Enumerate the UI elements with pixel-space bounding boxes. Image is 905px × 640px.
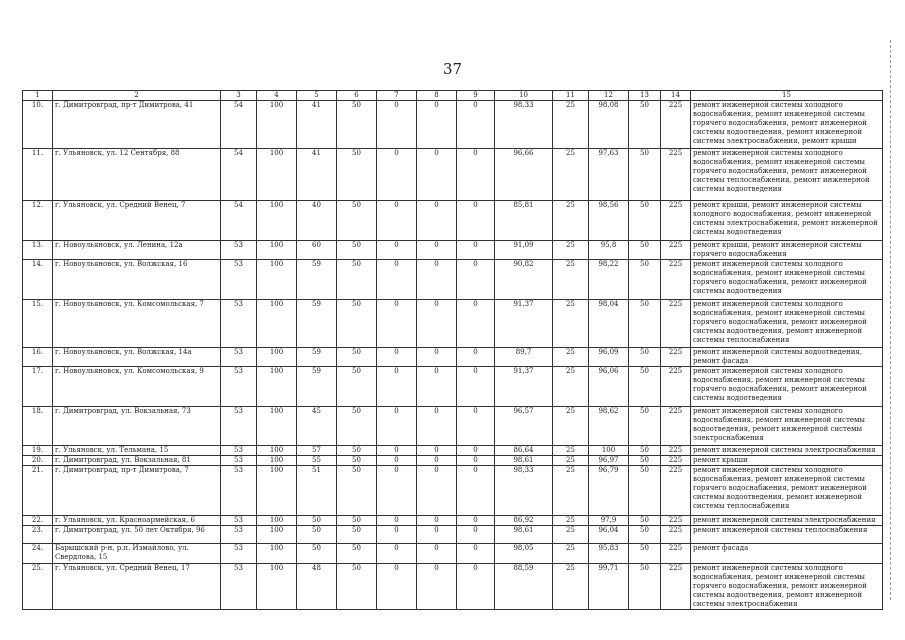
value-cell: 0 <box>377 260 417 300</box>
value-cell: 0 <box>377 516 417 526</box>
value-cell: 50 <box>337 367 377 407</box>
value-cell: 0 <box>457 241 495 260</box>
value-cell: 0 <box>377 241 417 260</box>
value-cell: 0 <box>377 367 417 407</box>
row-number-cell: 10. <box>23 101 53 149</box>
value-cell: 98,62 <box>589 407 629 446</box>
value-cell: 0 <box>417 407 457 446</box>
value-cell: 85,81 <box>495 201 553 241</box>
value-cell: 225 <box>661 544 691 564</box>
value-cell: 59 <box>297 348 337 367</box>
value-cell: 98,05 <box>495 544 553 564</box>
value-cell: 0 <box>377 149 417 201</box>
value-cell: 98,08 <box>589 101 629 149</box>
table-row <box>23 526 883 544</box>
value-cell: 100 <box>257 526 297 544</box>
value-cell: 100 <box>257 300 297 348</box>
value-cell: 225 <box>661 466 691 516</box>
value-cell: 59 <box>297 260 337 300</box>
value-cell: 97,9 <box>589 516 629 526</box>
row-number-cell: 18. <box>23 407 53 446</box>
value-cell: 225 <box>661 241 691 260</box>
row-number-cell: 21. <box>23 466 53 516</box>
value-cell: 100 <box>257 407 297 446</box>
value-cell: 53 <box>221 407 257 446</box>
data-table <box>22 90 883 610</box>
value-cell: 100 <box>257 544 297 564</box>
value-cell: 0 <box>417 544 457 564</box>
value-cell: 0 <box>377 201 417 241</box>
value-cell: 50 <box>629 201 661 241</box>
value-cell: 53 <box>221 456 257 466</box>
address-cell: г. Ульяновск, ул. Средний Венец, 17 <box>53 564 221 610</box>
address-cell: г. Новоульяновск, ул. Комсомольская, 9 <box>53 367 221 407</box>
value-cell: 50 <box>629 101 661 149</box>
table-row <box>23 101 883 149</box>
address-cell: г. Ульяновск, ул. Красноармейская, 6 <box>53 516 221 526</box>
value-cell: 53 <box>221 260 257 300</box>
row-number-cell: 16. <box>23 348 53 367</box>
value-cell: 100 <box>257 564 297 610</box>
works-cell: ремонт инженерной системы холодного водоснабжения, ремонт инженерной системы горячего водоснабжения, ремонт инженерной системы водоотведения, ремонт инженерной системы теплоснабжения <box>691 300 883 348</box>
row-number-cell: 14. <box>23 260 53 300</box>
value-cell: 50 <box>629 516 661 526</box>
value-cell: 91,37 <box>495 367 553 407</box>
value-cell: 50 <box>629 544 661 564</box>
value-cell: 0 <box>377 456 417 466</box>
value-cell: 50 <box>337 348 377 367</box>
address-cell: г. Ульяновск, ул. Средний Венец, 7 <box>53 201 221 241</box>
value-cell: 225 <box>661 101 691 149</box>
value-cell: 0 <box>417 260 457 300</box>
value-cell: 100 <box>257 101 297 149</box>
value-cell: 0 <box>417 456 457 466</box>
value-cell: 50 <box>337 456 377 466</box>
value-cell: 225 <box>661 564 691 610</box>
value-cell: 25 <box>553 300 589 348</box>
value-cell: 225 <box>661 407 691 446</box>
column-header: 9 <box>457 91 495 101</box>
value-cell: 0 <box>417 516 457 526</box>
value-cell: 25 <box>553 201 589 241</box>
column-header: 12 <box>589 91 629 101</box>
value-cell: 100 <box>589 446 629 456</box>
value-cell: 50 <box>297 544 337 564</box>
address-cell: г. Новоульяновск, ул. Ленина, 12а <box>53 241 221 260</box>
value-cell: 98,33 <box>495 466 553 516</box>
address-cell: г. Димитровград, ул. Вокзальная, 73 <box>53 407 221 446</box>
table-row <box>23 300 883 348</box>
value-cell: 50 <box>629 367 661 407</box>
value-cell: 0 <box>377 407 417 446</box>
value-cell: 53 <box>221 348 257 367</box>
value-cell: 41 <box>297 149 337 201</box>
value-cell: 0 <box>457 526 495 544</box>
value-cell: 0 <box>417 149 457 201</box>
value-cell: 0 <box>417 446 457 456</box>
value-cell: 53 <box>221 516 257 526</box>
table-row <box>23 241 883 260</box>
value-cell: 50 <box>337 149 377 201</box>
value-cell: 0 <box>377 564 417 610</box>
value-cell: 96,97 <box>589 456 629 466</box>
value-cell: 100 <box>257 260 297 300</box>
value-cell: 50 <box>337 201 377 241</box>
value-cell: 50 <box>337 101 377 149</box>
row-number-cell: 11. <box>23 149 53 201</box>
table-row <box>23 564 883 610</box>
value-cell: 96,57 <box>495 407 553 446</box>
value-cell: 100 <box>257 367 297 407</box>
works-cell: ремонт инженерной системы холодного водоснабжения, ремонт инженерной системы водоотведения, ремонт инженерной системы электроснабжения <box>691 407 883 446</box>
value-cell: 91,09 <box>495 241 553 260</box>
value-cell: 59 <box>297 367 337 407</box>
value-cell: 0 <box>457 260 495 300</box>
value-cell: 50 <box>337 466 377 516</box>
works-cell: ремонт инженерной системы теплоснабжения <box>691 526 883 544</box>
value-cell: 0 <box>377 101 417 149</box>
row-number-cell: 22. <box>23 516 53 526</box>
value-cell: 41 <box>297 101 337 149</box>
value-cell: 50 <box>629 149 661 201</box>
address-cell: г. Димитровград, пр-т Димитрова, 7 <box>53 466 221 516</box>
value-cell: 100 <box>257 241 297 260</box>
value-cell: 53 <box>221 446 257 456</box>
value-cell: 25 <box>553 446 589 456</box>
value-cell: 0 <box>417 101 457 149</box>
value-cell: 100 <box>257 201 297 241</box>
value-cell: 25 <box>553 544 589 564</box>
value-cell: 95,83 <box>589 544 629 564</box>
works-cell: ремонт крыши <box>691 456 883 466</box>
value-cell: 88,59 <box>495 564 553 610</box>
column-header: 4 <box>257 91 297 101</box>
value-cell: 96,66 <box>495 149 553 201</box>
row-number-cell: 20. <box>23 456 53 466</box>
table-row <box>23 446 883 456</box>
value-cell: 96,79 <box>589 466 629 516</box>
value-cell: 0 <box>457 516 495 526</box>
value-cell: 225 <box>661 300 691 348</box>
value-cell: 0 <box>417 564 457 610</box>
value-cell: 86,64 <box>495 446 553 456</box>
column-header: 15 <box>691 91 883 101</box>
value-cell: 50 <box>629 407 661 446</box>
value-cell: 50 <box>629 564 661 610</box>
value-cell: 50 <box>629 260 661 300</box>
table-row <box>23 407 883 446</box>
value-cell: 98,56 <box>589 201 629 241</box>
value-cell: 0 <box>457 564 495 610</box>
value-cell: 225 <box>661 446 691 456</box>
column-header: 2 <box>53 91 221 101</box>
value-cell: 100 <box>257 456 297 466</box>
value-cell: 53 <box>221 526 257 544</box>
works-cell: ремонт крыши, ремонт инженерной системы холодного водоснабжения, ремонт инженерной системы электроснабжения, ремонт инженерной системы водоотведения <box>691 201 883 241</box>
address-cell: г. Димитровград, ул. 50 лет Октября, 96 <box>53 526 221 544</box>
table-row <box>23 201 883 241</box>
value-cell: 45 <box>297 407 337 446</box>
works-cell: ремонт крыши, ремонт инженерной системы горячего водоснабжения <box>691 241 883 260</box>
value-cell: 50 <box>337 544 377 564</box>
value-cell: 25 <box>553 564 589 610</box>
value-cell: 100 <box>257 466 297 516</box>
column-header: 6 <box>337 91 377 101</box>
row-number-cell: 19. <box>23 446 53 456</box>
value-cell: 0 <box>417 466 457 516</box>
table-row <box>23 260 883 300</box>
column-header: 5 <box>297 91 337 101</box>
value-cell: 25 <box>553 466 589 516</box>
value-cell: 225 <box>661 260 691 300</box>
value-cell: 225 <box>661 367 691 407</box>
value-cell: 48 <box>297 564 337 610</box>
column-header: 3 <box>221 91 257 101</box>
value-cell: 57 <box>297 446 337 456</box>
value-cell: 0 <box>457 544 495 564</box>
table-row <box>23 516 883 526</box>
row-number-cell: 13. <box>23 241 53 260</box>
row-number-cell: 12. <box>23 201 53 241</box>
value-cell: 0 <box>457 446 495 456</box>
value-cell: 53 <box>221 466 257 516</box>
address-cell: г. Новоульяновск, ул. Волжская, 14а <box>53 348 221 367</box>
value-cell: 50 <box>337 260 377 300</box>
column-header: 8 <box>417 91 457 101</box>
value-cell: 98,33 <box>495 101 553 149</box>
address-cell: г. Димитровград, ул. Вокзальная, 81 <box>53 456 221 466</box>
value-cell: 50 <box>337 516 377 526</box>
value-cell: 53 <box>221 544 257 564</box>
value-cell: 90,82 <box>495 260 553 300</box>
value-cell: 0 <box>457 201 495 241</box>
value-cell: 25 <box>553 101 589 149</box>
value-cell: 25 <box>553 241 589 260</box>
value-cell: 0 <box>457 348 495 367</box>
value-cell: 50 <box>629 241 661 260</box>
works-cell: ремонт инженерной системы холодного водоснабжения, ремонт инженерной системы горячего водоснабжения, ремонт инженерной системы водоотведения <box>691 260 883 300</box>
value-cell: 0 <box>417 300 457 348</box>
value-cell: 0 <box>417 367 457 407</box>
works-cell: ремонт инженерной системы холодного водоснабжения, ремонт инженерной системы горячего водоснабжения, ремонт инженерной системы водоотведения, ремонт инженерной системы электроснабжения, ремонт крыши <box>691 101 883 149</box>
value-cell: 25 <box>553 348 589 367</box>
value-cell: 0 <box>457 101 495 149</box>
value-cell: 97,63 <box>589 149 629 201</box>
value-cell: 0 <box>457 300 495 348</box>
works-cell: ремонт инженерной системы холодного водоснабжения, ремонт инженерной системы горячего водоснабжения, ремонт инженерной системы водоотведения, ремонт инженерной системы электроснабжения <box>691 564 883 610</box>
value-cell: 91,37 <box>495 300 553 348</box>
value-cell: 25 <box>553 456 589 466</box>
works-cell: ремонт инженерной системы электроснабжения <box>691 516 883 526</box>
value-cell: 51 <box>297 466 337 516</box>
table-row <box>23 544 883 564</box>
address-cell: г. Новоульяновск, ул. Комсомольская, 7 <box>53 300 221 348</box>
table-row <box>23 456 883 466</box>
value-cell: 0 <box>377 544 417 564</box>
value-cell: 50 <box>629 348 661 367</box>
value-cell: 53 <box>221 367 257 407</box>
value-cell: 50 <box>337 526 377 544</box>
column-header: 14 <box>661 91 691 101</box>
value-cell: 98,61 <box>495 526 553 544</box>
value-cell: 50 <box>297 526 337 544</box>
value-cell: 0 <box>417 526 457 544</box>
column-header: 11 <box>553 91 589 101</box>
value-cell: 225 <box>661 456 691 466</box>
value-cell: 50 <box>337 407 377 446</box>
value-cell: 50 <box>297 516 337 526</box>
value-cell: 0 <box>417 241 457 260</box>
address-cell: г. Ульяновск, ул. 12 Сентября, 88 <box>53 149 221 201</box>
works-cell: ремонт инженерной системы водоотведения, ремонт фасада <box>691 348 883 367</box>
value-cell: 54 <box>221 101 257 149</box>
value-cell: 0 <box>457 149 495 201</box>
value-cell: 25 <box>553 149 589 201</box>
works-cell: ремонт инженерной системы холодного водоснабжения, ремонт инженерной системы горячего водоснабжения, ремонт инженерной системы водоотведения, ремонт инженерной системы теплоснабжения <box>691 466 883 516</box>
value-cell: 25 <box>553 526 589 544</box>
address-cell: г. Димитровград, пр-т Димитрова, 41 <box>53 101 221 149</box>
row-number-cell: 15. <box>23 300 53 348</box>
value-cell: 96,09 <box>589 348 629 367</box>
value-cell: 55 <box>297 456 337 466</box>
row-number-cell: 17. <box>23 367 53 407</box>
value-cell: 98,04 <box>589 300 629 348</box>
header-row <box>23 91 883 101</box>
row-number-cell: 25. <box>23 564 53 610</box>
value-cell: 100 <box>257 348 297 367</box>
value-cell: 0 <box>377 348 417 367</box>
value-cell: 225 <box>661 348 691 367</box>
value-cell: 25 <box>553 367 589 407</box>
works-cell: ремонт инженерной системы холодного водоснабжения, ремонт инженерной системы горячего водоснабжения, ремонт инженерной системы теплоснабжения, ремонт инженерной системы водоотведения <box>691 149 883 201</box>
value-cell: 50 <box>337 564 377 610</box>
value-cell: 98,22 <box>589 260 629 300</box>
value-cell: 50 <box>337 300 377 348</box>
address-cell: г. Ульяновск, ул. Тельмана, 15 <box>53 446 221 456</box>
value-cell: 98,61 <box>495 456 553 466</box>
page-edge-line <box>889 40 891 600</box>
works-cell: ремонт фасада <box>691 544 883 564</box>
value-cell: 0 <box>417 348 457 367</box>
value-cell: 100 <box>257 149 297 201</box>
value-cell: 53 <box>221 564 257 610</box>
value-cell: 225 <box>661 201 691 241</box>
value-cell: 59 <box>297 300 337 348</box>
value-cell: 89,7 <box>495 348 553 367</box>
table-row <box>23 367 883 407</box>
value-cell: 54 <box>221 201 257 241</box>
value-cell: 25 <box>553 516 589 526</box>
value-cell: 96,06 <box>589 367 629 407</box>
column-header: 10 <box>495 91 553 101</box>
value-cell: 96,04 <box>589 526 629 544</box>
value-cell: 95,8 <box>589 241 629 260</box>
address-cell: Барышский р-н, р.п. Измайлово, ул. Свердлова, 15 <box>53 544 221 564</box>
works-cell: ремонт инженерной системы холодного водоснабжения, ремонт инженерной системы горячего водоснабжения, ремонт инженерной системы водоотведения <box>691 367 883 407</box>
table-row <box>23 149 883 201</box>
value-cell: 40 <box>297 201 337 241</box>
value-cell: 53 <box>221 300 257 348</box>
value-cell: 0 <box>377 300 417 348</box>
value-cell: 54 <box>221 149 257 201</box>
column-header: 13 <box>629 91 661 101</box>
value-cell: 0 <box>457 367 495 407</box>
value-cell: 50 <box>629 456 661 466</box>
row-number-cell: 23. <box>23 526 53 544</box>
row-number-cell: 24. <box>23 544 53 564</box>
value-cell: 60 <box>297 241 337 260</box>
value-cell: 50 <box>629 526 661 544</box>
value-cell: 0 <box>377 466 417 516</box>
value-cell: 50 <box>337 241 377 260</box>
value-cell: 100 <box>257 516 297 526</box>
column-header: 7 <box>377 91 417 101</box>
value-cell: 50 <box>629 300 661 348</box>
value-cell: 99,71 <box>589 564 629 610</box>
value-cell: 50 <box>337 446 377 456</box>
column-header: 1 <box>23 91 53 101</box>
page-number: 37 <box>442 60 463 78</box>
value-cell: 0 <box>377 446 417 456</box>
value-cell: 0 <box>457 456 495 466</box>
value-cell: 225 <box>661 516 691 526</box>
value-cell: 0 <box>457 466 495 516</box>
value-cell: 50 <box>629 466 661 516</box>
value-cell: 225 <box>661 149 691 201</box>
works-cell: ремонт инженерной системы электроснабжения <box>691 446 883 456</box>
address-cell: г. Новоульяновск, ул. Волжская, 16 <box>53 260 221 300</box>
table-row <box>23 348 883 367</box>
value-cell: 225 <box>661 526 691 544</box>
value-cell: 53 <box>221 241 257 260</box>
value-cell: 0 <box>377 526 417 544</box>
table-row <box>23 466 883 516</box>
value-cell: 50 <box>629 446 661 456</box>
value-cell: 100 <box>257 446 297 456</box>
value-cell: 0 <box>457 407 495 446</box>
value-cell: 25 <box>553 260 589 300</box>
value-cell: 86,92 <box>495 516 553 526</box>
value-cell: 0 <box>417 201 457 241</box>
value-cell: 25 <box>553 407 589 446</box>
